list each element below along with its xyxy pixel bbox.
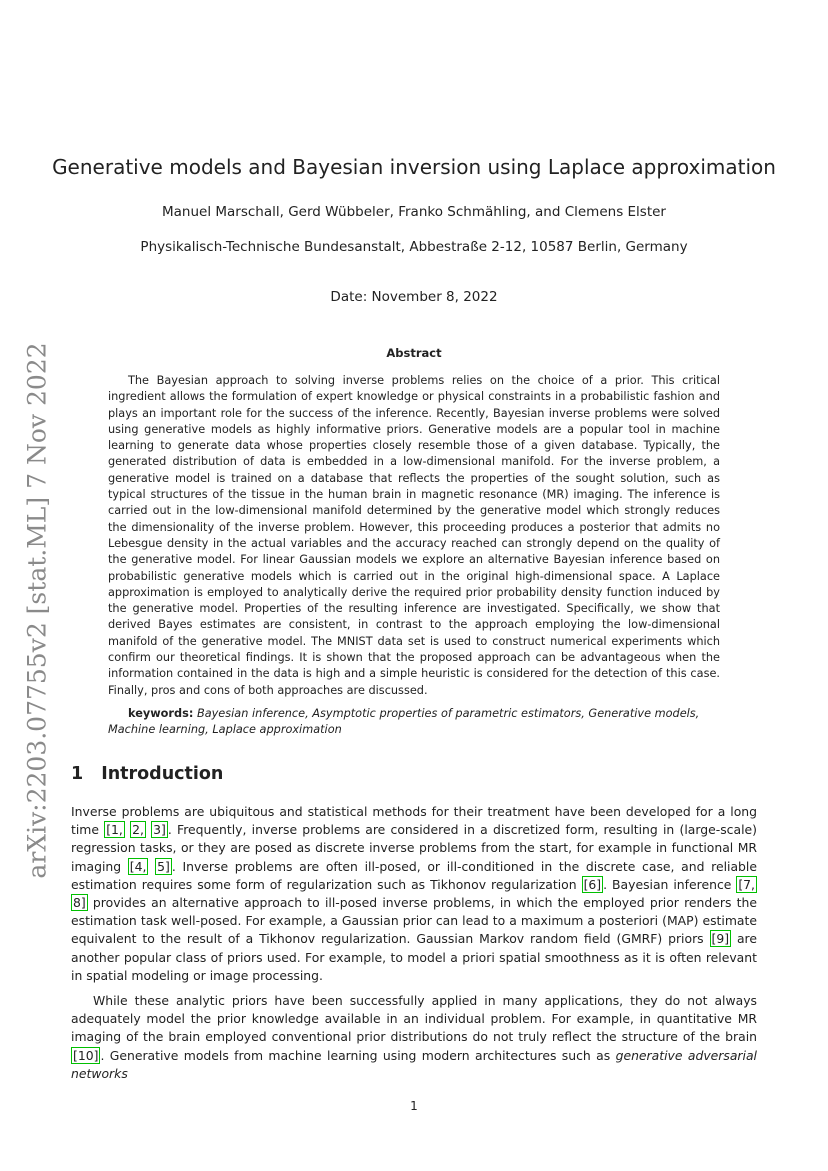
citation-link[interactable]: [4, xyxy=(129,858,147,874)
text-run: . Bayesian inference xyxy=(603,876,737,892)
paper-title: Generative models and Bayesian inversion using Laplace approximation xyxy=(52,155,776,179)
citation-link[interactable]: 8] xyxy=(73,895,86,911)
citation-link[interactable]: [10] xyxy=(73,1047,99,1063)
abstract-heading: Abstract xyxy=(386,346,442,360)
keywords-list: Bayesian inference, Asymptotic properties of parametric estimators, Generative models, Machine learning, Laplace approximation xyxy=(108,707,700,737)
abstract-text: The Bayesian approach to solving inverse problems relies on the choice of a prior. This critical ingredient allows the formulation of expert knowledge or physical constraints in a probabilistic fashion and plays an important role for the success of the inference. Recently, Bayesian inverse problems were solved using generative models as highly informative priors. Generative models are a popular tool in machine learning to generate data whose properties closely resemble those of a given database. Typically, the generated distribution of data is embedded in a low-dimensional manifold. For the inverse problem, a generative model is trained on a database that reflects the properties of the sought solution, such as typical structures of the tissue in the human brain in magnetic resonance (MR) imaging. The inference is carried out in the low-dimensional manifold determined by the generative model which strongly reduces the dimensionality of the inverse problem. However, this proceeding produces a posterior that admits no Lebesgue density in the actual variables and the accuracy reached can strongly depend on the quality of the generative model. For linear Gaussian models we explore an alternative Bayesian inference based on probabilistic generative models which is carried out in the original high-dimensional space. A Laplace approximation is employed to analytically derive the required prior probability density function induced by the generative model. Properties of the resulting inference are investigated. Specifically, we show that derived Bayes estimates are consistent, in contrast to the approach employing the low-dimensional manifold of the generative model. The MNIST data set is used to construct numerical experiments which confirm our theoretical findings. It is shown that the proposed approach can be advantageous when the information contained in the data is high and a simple heuristic is considered for the detection of this case. Finally, pros and cons of both approaches are discussed. xyxy=(108,374,720,697)
citation-link[interactable]: [7, xyxy=(738,876,755,892)
text-run: . Generative models from machine learning using modern architectures such as xyxy=(100,1047,616,1063)
text-run: While these analytic priors have been successfully applied in many applications, they do not always adequately model the prior knowledge available in an individual problem. For example, in quantitative MR imaging of the brain employed conventional prior distributions do not truly reflect the structure of the brain xyxy=(71,993,757,1045)
arxiv-side-stamp xyxy=(12,341,62,879)
arxiv-identifier: arXiv:2203.07755v2 [stat.ML] 7 Nov 2022 xyxy=(22,341,52,879)
section-title: Introduction xyxy=(101,764,224,784)
emphasis-text: generative adversarial networks xyxy=(71,1047,757,1081)
intro-paragraph-2 xyxy=(71,992,757,1083)
citation-link[interactable]: [6] xyxy=(583,876,602,892)
text-run: Inverse problems are ubiquitous and statistical methods for their treatment have been developed for a long time xyxy=(71,804,757,838)
page-number: 1 xyxy=(410,1099,418,1113)
citation-link[interactable]: [9] xyxy=(711,931,730,947)
keywords xyxy=(108,706,722,739)
citation-link[interactable]: 3] xyxy=(153,822,166,838)
citation-link[interactable]: [1, xyxy=(106,822,123,838)
text-run: . Inverse problems are often ill-posed, or ill-conditioned in the discrete case, and reliable estimation requires some form of regularization such as Tikhonov regularization xyxy=(71,858,757,892)
intro-paragraph-1 xyxy=(71,803,757,985)
section-heading xyxy=(71,764,223,784)
section-number: 1 xyxy=(71,764,84,784)
text-run: are another popular class of priors used. For example, to model a priori spatial smoothness as it is often relevant in spatial modeling or image processing. xyxy=(71,931,757,983)
text-run: provides an alternative approach to ill-posed inverse problems, in which the employed prior renders the estimation task well-posed. For example, a Gaussian prior can lead to a maximum a posteriori (MAP) estimate equivalent to the result of a Tikhonov regularization. Gaussian Markov random field (GMRF) priors xyxy=(71,895,757,947)
citation-link[interactable]: 5] xyxy=(157,858,170,874)
author-list: Manuel Marschall, Gerd Wübbeler, Franko Schmähling, and Clemens Elster xyxy=(162,204,666,220)
affiliation: Physikalisch-Technische Bundesanstalt, Abbestraße 2-12, 10587 Berlin, Germany xyxy=(140,239,688,255)
citation-link[interactable]: 2, xyxy=(132,822,144,838)
keywords-label: keywords: xyxy=(128,707,194,720)
text-run: . Frequently, inverse problems are considered in a discretized form, resulting in (large-scale) regression tasks, or they are posed as discrete inverse problems from the start, for example in functional MR imaging xyxy=(71,822,757,874)
paper-date: Date: November 8, 2022 xyxy=(330,289,498,305)
